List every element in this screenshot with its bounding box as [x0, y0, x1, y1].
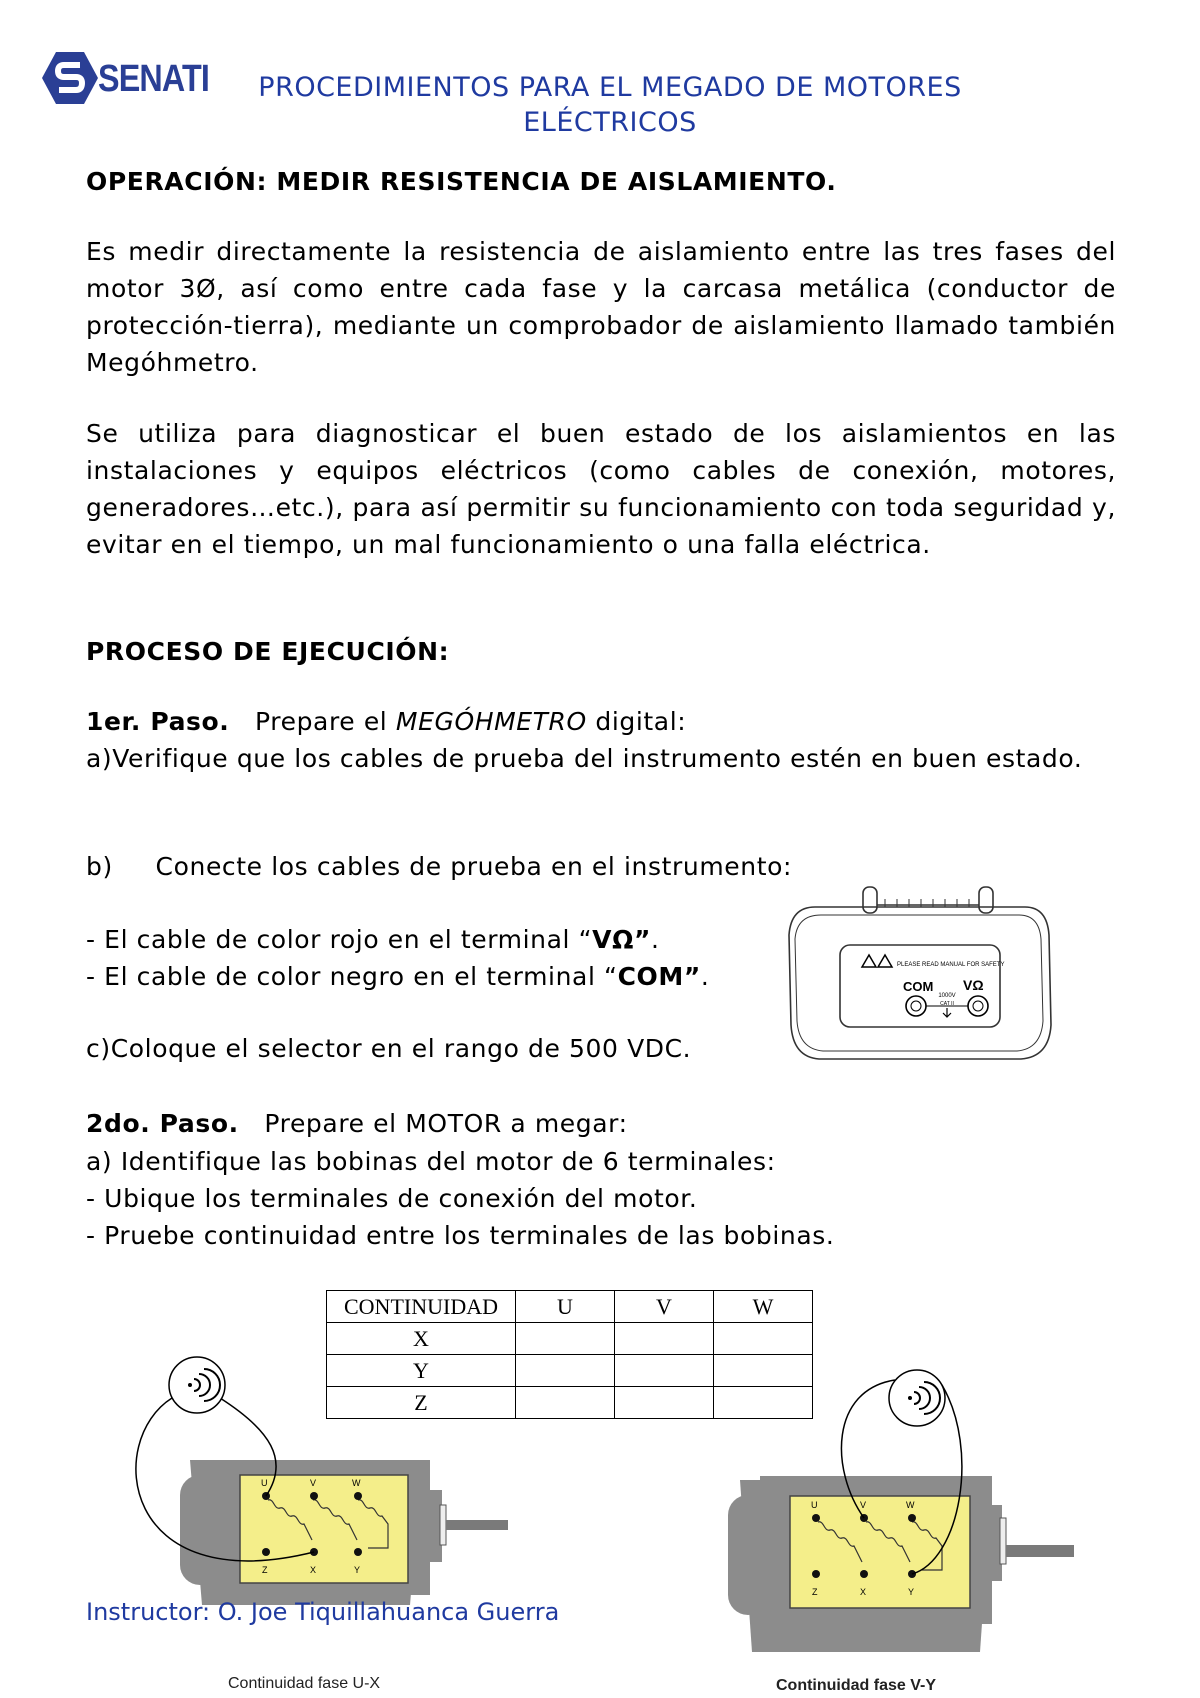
step1-black-cable — [86, 958, 766, 995]
step2-a: a) Identifique las bobinas del motor de 6 terminales: — [86, 1147, 776, 1176]
left-label-z: Z — [262, 1565, 268, 1575]
step2-bullet-2: - Pruebe continuidad entre los terminales de las bobinas. — [86, 1221, 835, 1250]
step1-c: c)Coloque el selector en el rango de 500 VDC. — [86, 1034, 692, 1063]
continuity-tester-icon-right — [889, 1370, 945, 1426]
caption-left: Continuidad fase U-X — [228, 1675, 381, 1692]
ground-arrow-icon — [943, 1008, 951, 1017]
continuity-tester-icon — [169, 1357, 225, 1413]
meter-rating-1: 1000V — [938, 993, 956, 999]
table-row-label: X — [327, 1323, 516, 1355]
step1-a: a)Verifique que los cables de prueba del instrumento estén en buen estado. — [86, 744, 1083, 773]
table-row-label: Z — [327, 1387, 516, 1419]
title-line-1: PROCEDIMIENTOS PARA EL MEGADO DE MOTORES — [258, 72, 962, 103]
right-label-y: Y — [908, 1587, 915, 1597]
table-header-cell: V — [615, 1291, 714, 1323]
table-cell — [516, 1323, 615, 1355]
table-cell — [714, 1323, 813, 1355]
instructor-footer: Instructor: O. Joe Tiquillahuanca Guerra — [86, 1598, 560, 1626]
operation-heading: OPERACIÓN: MEDIR RESISTENCIA DE AISLAMIENTO. — [86, 167, 837, 196]
left-label-y: Y — [354, 1565, 361, 1575]
table-cell — [714, 1355, 813, 1387]
com-jack — [906, 996, 926, 1016]
table-cell — [714, 1387, 813, 1419]
table-row — [327, 1323, 813, 1355]
step1-label: 1er. Paso. — [86, 707, 230, 736]
black-cable-pre: - El cable de color negro en el terminal “ — [86, 962, 618, 991]
right-label-u: U — [811, 1500, 818, 1510]
warning-icon — [862, 955, 892, 967]
left-label-x: X — [310, 1565, 317, 1575]
red-cable-post: . — [651, 925, 660, 954]
vohm-jack — [968, 996, 988, 1016]
table-cell — [516, 1387, 615, 1419]
right-label-v: V — [860, 1500, 867, 1510]
step2-label: 2do. Paso. — [86, 1109, 239, 1138]
table-header-row — [327, 1291, 813, 1323]
meter-warning-text: PLEASE READ MANUAL FOR SAFETY — [897, 962, 1005, 968]
step2-text: Prepare el MOTOR a megar: — [264, 1109, 628, 1138]
table-cell — [615, 1355, 714, 1387]
title-line-2: ELÉCTRICOS — [523, 107, 697, 138]
step1-text-italic: MEGÓHMETRO — [395, 707, 587, 736]
caption-right: Continuidad fase V-Y — [776, 1677, 937, 1694]
step2-bullet-1: - Ubique los terminales de conexión del motor. — [86, 1184, 698, 1213]
page-title — [200, 70, 1020, 140]
black-cable-terminal: COM” — [617, 962, 701, 991]
meter-com-label: COM — [903, 979, 934, 994]
left-label-w: W — [352, 1478, 361, 1488]
right-label-z: Z — [812, 1587, 818, 1597]
step1-heading — [86, 703, 1116, 740]
table-cell — [615, 1323, 714, 1355]
table-cell — [516, 1355, 615, 1387]
step1-red-cable — [86, 921, 766, 958]
step2-heading — [86, 1105, 1116, 1142]
red-cable-terminal: VΩ” — [592, 925, 651, 954]
step1-b: b) Conecte los cables de prueba en el instrumento: — [86, 852, 793, 881]
red-cable-pre: - El cable de color rojo en el terminal “ — [86, 925, 593, 954]
left-label-v: V — [310, 1478, 317, 1488]
process-heading: PROCESO DE EJECUCIÓN: — [86, 637, 450, 666]
table-cell — [615, 1387, 714, 1419]
table-header-cell: CONTINUIDAD — [327, 1291, 516, 1323]
meter-vohm-label: VΩ — [963, 977, 984, 993]
continuity-table — [326, 1290, 813, 1419]
step1-text-pre: Prepare el — [255, 707, 396, 736]
table-header-cell: W — [714, 1291, 813, 1323]
table-row — [327, 1387, 813, 1419]
paragraph-definition: Es medir directamente la resistencia de aislamiento entre las tres fases del motor 3Ø, así como entre cada fase y la carcasa metálica (conductor de protección-tierra), mediante un comprobador de aislamiento llamado también Megóhmetro. — [86, 237, 1116, 377]
step1-text-post: digital: — [586, 707, 687, 736]
table-header-cell: U — [516, 1291, 615, 1323]
black-cable-post: . — [700, 962, 710, 991]
megohmmeter-image — [785, 885, 1055, 1065]
right-label-x: X — [860, 1587, 867, 1597]
left-label-u: U — [261, 1478, 268, 1488]
logo-text: SENATI — [98, 58, 209, 100]
right-label-w: W — [906, 1500, 915, 1510]
table-row — [327, 1355, 813, 1387]
senati-logo-icon — [42, 50, 98, 106]
senati-logo — [42, 50, 217, 110]
meter-rating-2: CAT II — [940, 1001, 954, 1007]
paragraph-usage: Se utiliza para diagnosticar el buen estado de los aislamientos en las instalaciones y equipos eléctricos (como cables de conexión, motores, generadores…etc.), para así permitir su funcionamiento con toda seguridad y, evitar en el tiempo, un mal funcionamiento o una falla eléctrica. — [86, 419, 1116, 559]
table-row-label: Y — [327, 1355, 516, 1387]
